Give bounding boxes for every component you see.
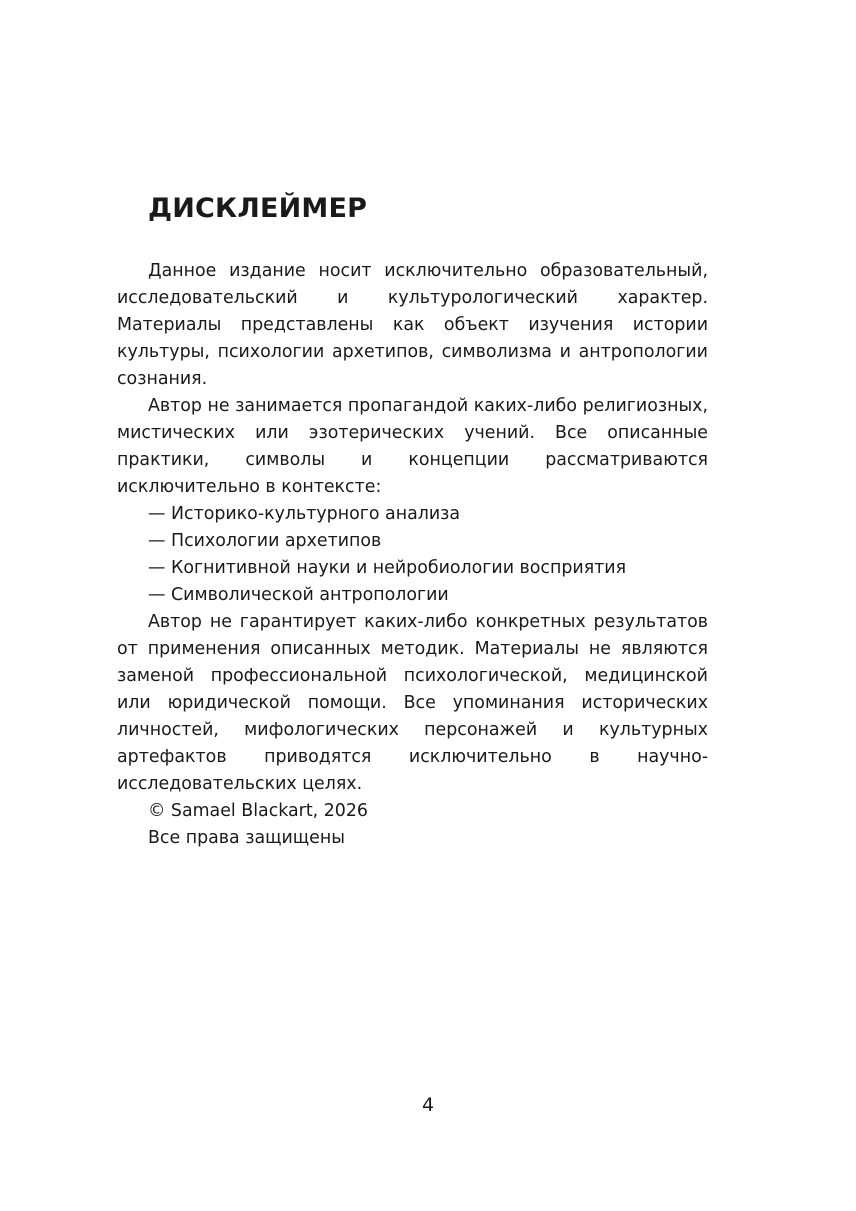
paragraph-closing: Автор не гарантирует каких-либо конкретных результатов от применения описанных методик. Материалы не являются заменой профессиональной психологической, медицинской или юридической помощи. Все упоминания исторических личностей, мифологических персонажей и культурных артефактов приводятся исключительно в научно-исследовательских целях. bbox=[117, 612, 708, 794]
page-number: 4 bbox=[421, 1094, 435, 1116]
copyright-line: © Samael Blackart, 2026 bbox=[148, 801, 368, 821]
list-item-text: Психологии архетипов bbox=[171, 531, 382, 551]
list-marker: — bbox=[148, 558, 166, 578]
list-item-text: Когнитивной науки и нейробиологии восприятия bbox=[171, 558, 627, 578]
rights-line: Все права защищены bbox=[148, 828, 345, 848]
list-marker: — bbox=[148, 585, 166, 605]
disclaimer-body bbox=[117, 258, 708, 852]
list-item bbox=[117, 582, 708, 609]
list-item bbox=[117, 528, 708, 555]
list-marker: — bbox=[148, 504, 166, 524]
page-title: ДИСКЛЕЙМЕР bbox=[148, 193, 368, 224]
list-marker: — bbox=[148, 531, 166, 551]
paragraph-author: Автор не занимается пропагандой каких-либо религиозных, мистических или эзотерических учений. Все описанные практики, символы и концепции рассматриваются исключительно в контексте: bbox=[117, 396, 708, 497]
context-list bbox=[117, 501, 708, 609]
paragraph-intro: Данное издание носит исключительно образовательный, исследовательский и культурологический характер. Материалы представлены как объект изучения истории культуры, психологии архетипов, символизма и антропологии сознания. bbox=[117, 261, 708, 389]
list-item-text: Символической антропологии bbox=[171, 585, 449, 605]
list-item bbox=[117, 555, 708, 582]
list-item bbox=[117, 501, 708, 528]
list-item-text: Историко-культурного анализа bbox=[171, 504, 461, 524]
